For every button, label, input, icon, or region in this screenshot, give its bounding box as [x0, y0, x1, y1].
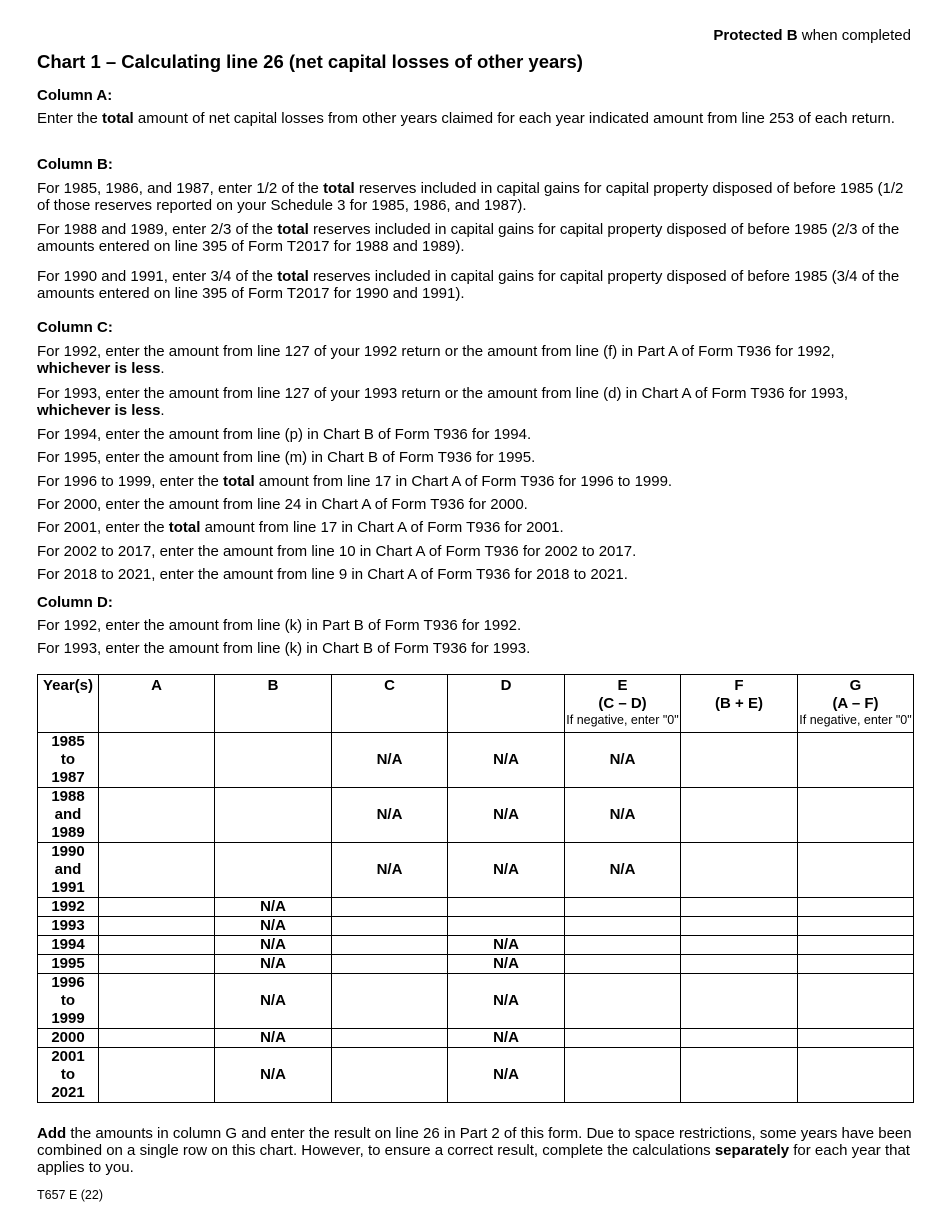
input-cell-c[interactable]: [332, 936, 448, 955]
input-cell-f[interactable]: [681, 1029, 798, 1048]
header-b: B: [215, 675, 332, 733]
year-cell: 1985 to 1987: [38, 733, 99, 788]
na-cell: N/A: [215, 974, 332, 1029]
input-cell-a[interactable]: [99, 917, 215, 936]
input-cell-a[interactable]: [99, 788, 215, 843]
input-cell-g[interactable]: [798, 788, 914, 843]
input-cell-f[interactable]: [681, 733, 798, 788]
na-cell: N/A: [215, 936, 332, 955]
input-cell-f[interactable]: [681, 788, 798, 843]
year-cell: 1993: [38, 917, 99, 936]
input-cell-c[interactable]: [332, 955, 448, 974]
input-cell-b[interactable]: [215, 733, 332, 788]
na-cell: N/A: [332, 788, 448, 843]
na-cell: N/A: [448, 843, 565, 898]
column-c-heading: Column C:: [37, 319, 113, 336]
na-cell: N/A: [332, 843, 448, 898]
year-cell: 1994: [38, 936, 99, 955]
input-cell-a[interactable]: [99, 1048, 215, 1103]
na-cell: N/A: [448, 788, 565, 843]
table-row: [38, 733, 914, 788]
input-cell-a[interactable]: [99, 1029, 215, 1048]
column-a-text: Enter the total amount of net capital losses from other years claimed for each year indicated amount from line 253 of each return.: [37, 110, 895, 127]
input-cell-a[interactable]: [99, 898, 215, 917]
input-cell-g[interactable]: [798, 1048, 914, 1103]
na-cell: N/A: [332, 733, 448, 788]
input-cell-e[interactable]: [565, 974, 681, 1029]
input-cell-g[interactable]: [798, 974, 914, 1029]
na-cell: N/A: [565, 733, 681, 788]
column-a-heading: Column A:: [37, 87, 113, 104]
input-cell-e[interactable]: [565, 1029, 681, 1048]
na-cell: N/A: [448, 1029, 565, 1048]
input-cell-c[interactable]: [332, 1048, 448, 1103]
input-cell-f[interactable]: [681, 843, 798, 898]
input-cell-a[interactable]: [99, 733, 215, 788]
table-row: [38, 974, 914, 1029]
input-cell-e[interactable]: [565, 917, 681, 936]
year-cell: 1992: [38, 898, 99, 917]
na-cell: N/A: [215, 917, 332, 936]
instruction-text: Add the amounts in column G and enter the result on line 26 in Part 2 of this form. Due to space restrictions, some years have been combined on a single row on this chart. However, to ensure a correct result, complete the calculations separately for each year that applies to you.: [37, 1125, 912, 1176]
input-cell-c[interactable]: [332, 974, 448, 1029]
input-cell-d[interactable]: [448, 917, 565, 936]
input-cell-c[interactable]: [332, 898, 448, 917]
table-row: [38, 917, 914, 936]
year-cell: 2001 to 2021: [38, 1048, 99, 1103]
na-cell: N/A: [215, 1048, 332, 1103]
input-cell-f[interactable]: [681, 1048, 798, 1103]
column-c-text-6: For 2000, enter the amount from line 24 in Chart A of Form T936 for 2000.: [37, 496, 528, 513]
page-title: Chart 1 – Calculating line 26 (net capital losses of other years): [37, 51, 583, 72]
input-cell-a[interactable]: [99, 974, 215, 1029]
input-cell-g[interactable]: [798, 733, 914, 788]
column-c-text-1: For 1992, enter the amount from line 127 of your 1992 return or the amount from line (f) in Part A of Form T936 for 1992, whichever is less.: [37, 343, 835, 377]
na-cell: N/A: [448, 733, 565, 788]
year-cell: 1995: [38, 955, 99, 974]
header-c: C: [332, 675, 448, 733]
header-year: Year(s): [38, 675, 99, 733]
input-cell-c[interactable]: [332, 1029, 448, 1048]
year-cell: 1990 and 1991: [38, 843, 99, 898]
column-b-text-3: For 1990 and 1991, enter 3/4 of the total reserves included in capital gains for capital property disposed of before 1985 (3/4 of the amounts entered on line 395 of Form T2017 for 1990 and 1991).: [37, 268, 900, 302]
table-row: [38, 936, 914, 955]
header-g: G (A – F) If negative, enter "0": [798, 675, 914, 733]
na-cell: N/A: [448, 936, 565, 955]
input-cell-g[interactable]: [798, 898, 914, 917]
form-code: T657 E (22): [37, 1188, 104, 1202]
year-cell: 1988 and 1989: [38, 788, 99, 843]
input-cell-e[interactable]: [565, 898, 681, 917]
na-cell: N/A: [215, 898, 332, 917]
input-cell-e[interactable]: [565, 1048, 681, 1103]
input-cell-e[interactable]: [565, 936, 681, 955]
input-cell-g[interactable]: [798, 955, 914, 974]
year-cell: 2000: [38, 1029, 99, 1048]
column-c-text-7: For 2001, enter the total amount from line 17 in Chart A of Form T936 for 2001.: [37, 519, 564, 536]
input-cell-a[interactable]: [99, 955, 215, 974]
header-a: A: [99, 675, 215, 733]
na-cell: N/A: [448, 1048, 565, 1103]
input-cell-f[interactable]: [681, 936, 798, 955]
column-d-text-2: For 1993, enter the amount from line (k) in Chart B of Form T936 for 1993.: [37, 640, 531, 657]
column-c-text-4: For 1995, enter the amount from line (m) in Chart B of Form T936 for 1995.: [37, 449, 536, 466]
column-c-text-2: For 1993, enter the amount from line 127 of your 1993 return or the amount from line (d) in Chart A of Form T936 for 1993, whichever is less.: [37, 385, 848, 419]
input-cell-g[interactable]: [798, 843, 914, 898]
header-e: E (C – D) If negative, enter "0": [565, 675, 681, 733]
column-b-text-1: For 1985, 1986, and 1987, enter 1/2 of the total reserves included in capital gains for capital property disposed of before 1985 (1/2 of those reserves reported on your Schedule 3 for 1985, 1986, and 1987).: [37, 180, 904, 214]
calculation-chart: [37, 674, 914, 1103]
input-cell-e[interactable]: [565, 955, 681, 974]
column-c-text-3: For 1994, enter the amount from line (p) in Chart B of Form T936 for 1994.: [37, 426, 532, 443]
table-row: [38, 955, 914, 974]
na-cell: N/A: [565, 843, 681, 898]
input-cell-f[interactable]: [681, 974, 798, 1029]
input-cell-g[interactable]: [798, 936, 914, 955]
input-cell-f[interactable]: [681, 917, 798, 936]
column-b-text-2: For 1988 and 1989, enter 2/3 of the total reserves included in capital gains for capital property disposed of before 1985 (2/3 of the amounts entered on line 395 of Form T2017 for 1988 and 1989).: [37, 221, 900, 255]
input-cell-f[interactable]: [681, 955, 798, 974]
na-cell: N/A: [565, 788, 681, 843]
na-cell: N/A: [448, 955, 565, 974]
column-d-heading: Column D:: [37, 594, 113, 611]
input-cell-d[interactable]: [448, 898, 565, 917]
protected-label: Protected B when completed: [713, 27, 911, 44]
input-cell-a[interactable]: [99, 936, 215, 955]
column-b-heading: Column B:: [37, 156, 113, 173]
table-row: [38, 898, 914, 917]
column-d-text-1: For 1992, enter the amount from line (k) in Part B of Form T936 for 1992.: [37, 617, 522, 634]
table-row: [38, 788, 914, 843]
table-row: [38, 1048, 914, 1103]
input-cell-g[interactable]: [798, 1029, 914, 1048]
column-c-text-9: For 2018 to 2021, enter the amount from line 9 in Chart A of Form T936 for 2018 to 2021.: [37, 566, 628, 583]
input-cell-f[interactable]: [681, 898, 798, 917]
column-c-text-8: For 2002 to 2017, enter the amount from line 10 in Chart A of Form T936 for 2002 to 2017.: [37, 543, 637, 560]
table-row: [38, 843, 914, 898]
na-cell: N/A: [215, 1029, 332, 1048]
input-cell-g[interactable]: [798, 917, 914, 936]
header-row: [38, 675, 914, 733]
input-cell-b[interactable]: [215, 843, 332, 898]
na-cell: N/A: [215, 955, 332, 974]
table-row: [38, 1029, 914, 1048]
year-cell: 1996 to 1999: [38, 974, 99, 1029]
input-cell-c[interactable]: [332, 917, 448, 936]
na-cell: N/A: [448, 974, 565, 1029]
header-f: F (B + E): [681, 675, 798, 733]
header-d: D: [448, 675, 565, 733]
input-cell-a[interactable]: [99, 843, 215, 898]
column-c-text-5: For 1996 to 1999, enter the total amount from line 17 in Chart A of Form T936 for 1996 to 1999.: [37, 473, 673, 490]
input-cell-b[interactable]: [215, 788, 332, 843]
